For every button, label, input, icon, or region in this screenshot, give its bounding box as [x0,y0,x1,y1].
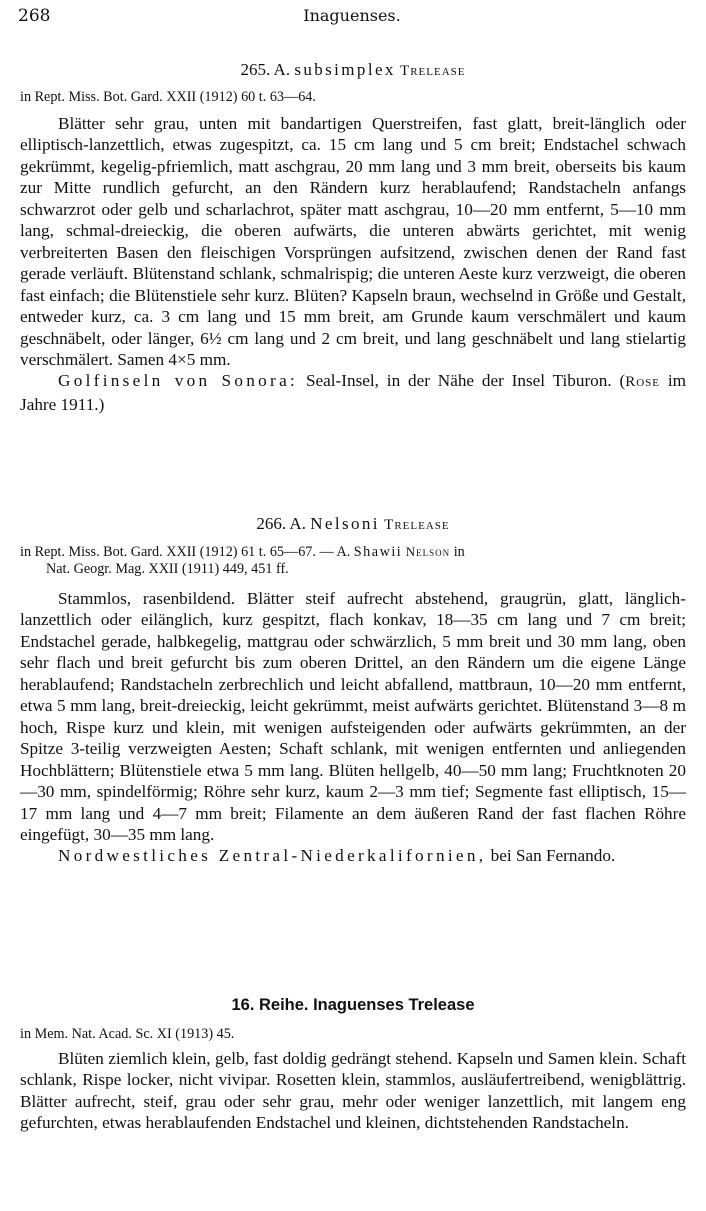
species-265-author: Trelease [400,63,466,79]
species-265-number: 265. A. [240,60,291,79]
species-266-author: Trelease [384,517,450,533]
species-265-reference: in Rept. Miss. Bot. Gard. XXII (1912) 60 t. 63—64. [20,89,316,105]
species-265-description: Blätter sehr grau, unten mit bandartigen Querstreifen, fast glatt, breit-länglich oder elliptisch-lanzettlich, etwas zugespitzt, ca. 15 cm lang und 5 cm breit; Endstachel schwach gekrümmt, kegelig-pfriemlich, matt aschgrau, 20 mm lang und 3 mm breit, oberseits bis kaum zur Mitte rundlich gefurcht, an den Rändern kurz herablaufend; Randstacheln anfangs schwarzrot oder gelb und scharlachrot, später matt aschgrau, 10—20 mm entfernt, 5—10 mm lang, schmal-dreieckig, die oberen aufwärts, die unteren abwärts gerichtet, mit wenig verbreiterten Basen den fleischigen Vorsprüngen aufsitzend, zwischen denen der Rand fast gerade verläuft. Blütenstand schlank, schmalrispig; die unteren Aeste kurz verzweigt, die oberen fast einfach; die Blütenstiele sehr kurz. Blüten? Kapseln braun, wechselnd in Größe und Gestalt, entweder kurz, ca. 3 cm lang und 15 mm breit, am Grunde kaum verschmälert und kaum geschnäbelt, oder länger, 6½ cm lang und 2 cm breit, und lang geschnäbelt und lang stielartig verschmälert. Samen 4×5 mm. [20,114,686,369]
species-266-reference-main: in Rept. Miss. Bot. Gard. XXII (1912) 61 t. 65—67. — A. [20,544,351,560]
page-header [18,6,686,28]
page-number: 268 [18,6,51,26]
series-16-description: Blüten ziemlich klein, gelb, fast doldig gedrängt stehend. Kapseln und Samen klein. Schaft schlank, Rispe locker, nicht vivipar. Rosetten klein, stammlos, ausläufertreibend, wenigblättrig. Blätter aufrecht, steif, grau oder sehr grau, mehr oder weniger lanzettlich, mit langem eng gefurchten, etwas herablaufenden Endstachel und kleinen, dichtstehenden Randstacheln. [20,1049,686,1133]
species-265-epithet: subsimplex [294,60,396,79]
species-265-body [20,113,686,415]
species-265-heading [0,60,706,80]
series-16-title: 16. Reihe. Inaguenses Trelease [231,996,475,1014]
species-266-reference-line2: Nat. Geogr. Mag. XXII (1911) 449, 451 ff. [46,561,289,577]
species-266-reference-in: in [453,544,465,560]
species-265-locality-end: im Jahre 1911.) [20,371,687,414]
species-266-locality [20,845,686,866]
species-265-locality-region: Golfinseln von Sonora: [58,371,299,391]
species-266-synonym-author: Nelson [405,544,451,559]
species-266-locality-text: bei San Fernando. [490,846,616,866]
species-266-epithet: Nelsoni [310,514,380,533]
species-266-number: 266. A. [256,514,306,533]
species-266-reference [20,543,686,578]
series-16-reference: in Mem. Nat. Acad. Sc. XI (1913) 45. [20,1026,235,1042]
species-266-description: Stammlos, rasenbildend. Blätter steif aufrecht abstehend, graugrün, glatt, länglich-lanzettlich oder eilänglich, kurz gespitzt, flach konkav, 18—35 cm lang und 7 cm breit; Endstachel gerade, halbkegelig, mattgrau oder schwärzlich, 5 mm breit und 30 mm lang, oben sehr flach und breit gefurcht bis zum oberen Drittel, an den Rändern um die eigene Länge herablaufend; Randstacheln zerbrechlich und leicht abfallend, mattbraun, 10—20 mm entfernt, etwa 5 mm lang, breit-dreieckig, leicht gekrümmt, meist aufwärts gerichtet. Blütenstand 3—8 m hoch, Rispe kurz und klein, mit wenigen aufsteigenden oder aufwärts gekrümmten, an der Spitze 3-teilig verzweigten Aesten; Schaft schlank, mit wenigen entfernten und anliegenden Hochblättern; Blütenstiele etwa 5 mm lang. Blüten hellgelb, 40—50 mm lang; Fruchtknoten 20—30 mm, spindelförmig; Röhre sehr kurz, kaum 2—3 mm tief; Segmente fast elliptisch, 15—17 mm lang und 4—7 mm breit; Filamente an dem äußeren Rand der fast flachen Röhre eingefügt, 30—35 mm lang. [20,589,686,844]
species-266-locality-region: Nordwestliches Zentral-Niederkalifornien, [58,846,487,866]
species-266-heading [0,514,706,534]
series-16-body [20,1048,686,1134]
species-266-synonym: Shawii [353,544,403,560]
species-266-body [20,588,686,867]
species-265-locality-text: Seal-Insel, in der Nähe der Insel Tiburon. ( [305,371,626,391]
species-265-collector: Rose [625,374,661,391]
species-265-locality [20,370,686,415]
running-title: Inaguenses. [303,6,401,25]
